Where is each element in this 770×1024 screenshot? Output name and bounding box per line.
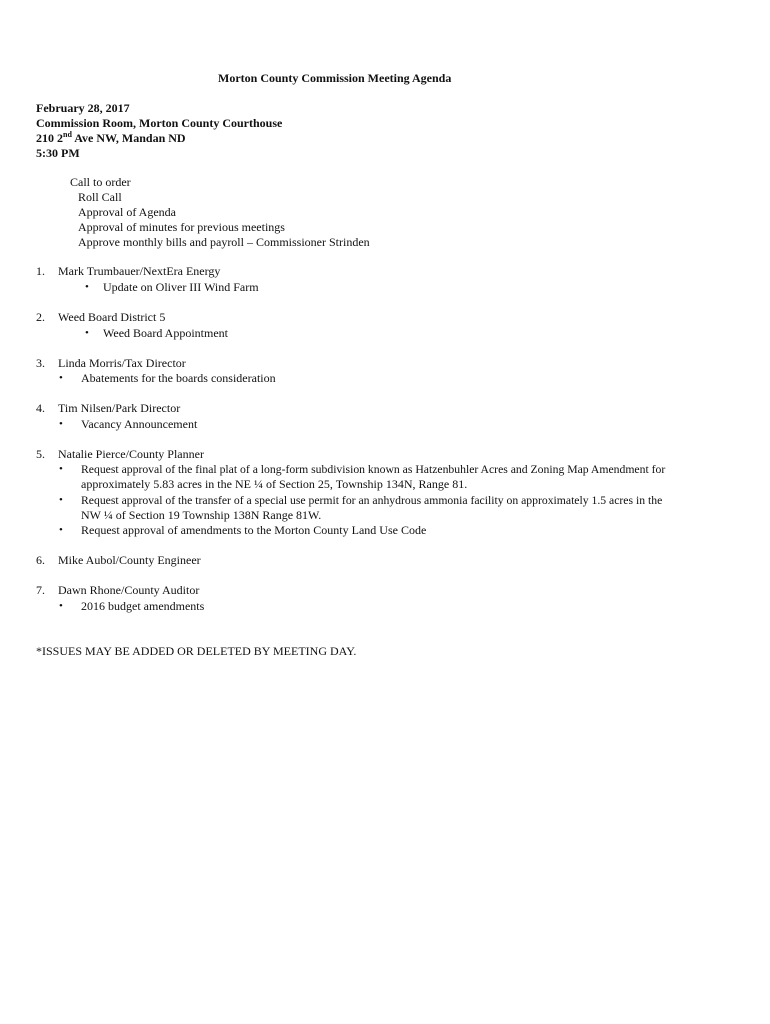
meeting-location: Commission Room, Morton County Courthouse: [36, 116, 283, 130]
address-suffix: Ave NW, Mandan ND: [71, 131, 186, 145]
bullet-icon: •: [59, 372, 63, 384]
agenda-item-title: Natalie Pierce/County Planner: [58, 447, 204, 461]
agenda-item-bullet: Weed Board Appointment: [103, 326, 229, 340]
address-prefix: 210 2: [36, 131, 63, 145]
preliminary-item: Approval of Agenda: [78, 205, 176, 219]
page-title: Morton County Commission Meeting Agenda: [218, 71, 452, 85]
bullet-icon: •: [59, 418, 63, 430]
meeting-time: 5:30 PM: [36, 146, 80, 160]
agenda-item-bullet: Update on Oliver III Wind Farm: [103, 280, 259, 294]
preliminary-item: Approval of minutes for previous meetings: [78, 220, 285, 234]
footer-note: *ISSUES MAY BE ADDED OR DELETED BY MEETING DAY.: [36, 644, 357, 658]
agenda-item-number: 1.: [36, 264, 45, 278]
bullet-icon: •: [59, 463, 63, 475]
meeting-address: [36, 131, 186, 146]
bullet-icon: •: [85, 281, 89, 293]
agenda-item-title: Mike Aubol/County Engineer: [58, 553, 201, 567]
agenda-item-bullet: Abatements for the boards consideration: [81, 371, 276, 385]
agenda-item-number: 7.: [36, 583, 45, 597]
agenda-item-title: Dawn Rhone/County Auditor: [58, 583, 200, 597]
agenda-item-bullet: Vacancy Announcement: [81, 417, 198, 431]
agenda-item-number: 5.: [36, 447, 45, 461]
bullet-icon: •: [59, 600, 63, 612]
agenda-item-title: Weed Board District 5: [58, 310, 166, 324]
meeting-date: February 28, 2017: [36, 101, 130, 115]
agenda-item-title: Mark Trumbauer/NextEra Energy: [58, 264, 221, 278]
bullet-icon: •: [59, 524, 63, 536]
agenda-item-bullet: Request approval of amendments to the Morton County Land Use Code: [81, 523, 427, 537]
agenda-item-bullet: Request approval of the transfer of a special use permit for an anhydrous ammonia facility on approximately 1.5 acres in the: [81, 494, 663, 507]
preliminary-item: Approve monthly bills and payroll – Commissioner Strinden: [78, 235, 370, 249]
agenda-item-number: 6.: [36, 553, 45, 567]
agenda-item-bullet: 2016 budget amendments: [81, 599, 205, 613]
bullet-icon: •: [59, 494, 63, 506]
address-superscript: nd: [63, 130, 72, 139]
agenda-item-title: Tim Nilsen/Park Director: [58, 401, 181, 415]
preliminary-item: Roll Call: [78, 190, 122, 204]
agenda-item-number: 3.: [36, 356, 45, 370]
agenda-item-bullet-continued: approximately 5.83 acres in the NE ¼ of Section 25, Township 134N, Range 81.: [81, 477, 468, 491]
agenda-item-number: 2.: [36, 310, 45, 324]
agenda-item-number: 4.: [36, 401, 45, 415]
call-to-order: Call to order: [70, 175, 131, 189]
agenda-item-bullet: Request approval of the final plat of a long-form subdivision known as Hatzenbuhler Acres and Zoning Map Amendment for: [81, 463, 666, 476]
agenda-item-title: Linda Morris/Tax Director: [58, 356, 186, 370]
bullet-icon: •: [85, 327, 89, 339]
agenda-item-bullet-continued: NW ¼ of Section 19 Township 138N Range 81W.: [81, 508, 322, 522]
